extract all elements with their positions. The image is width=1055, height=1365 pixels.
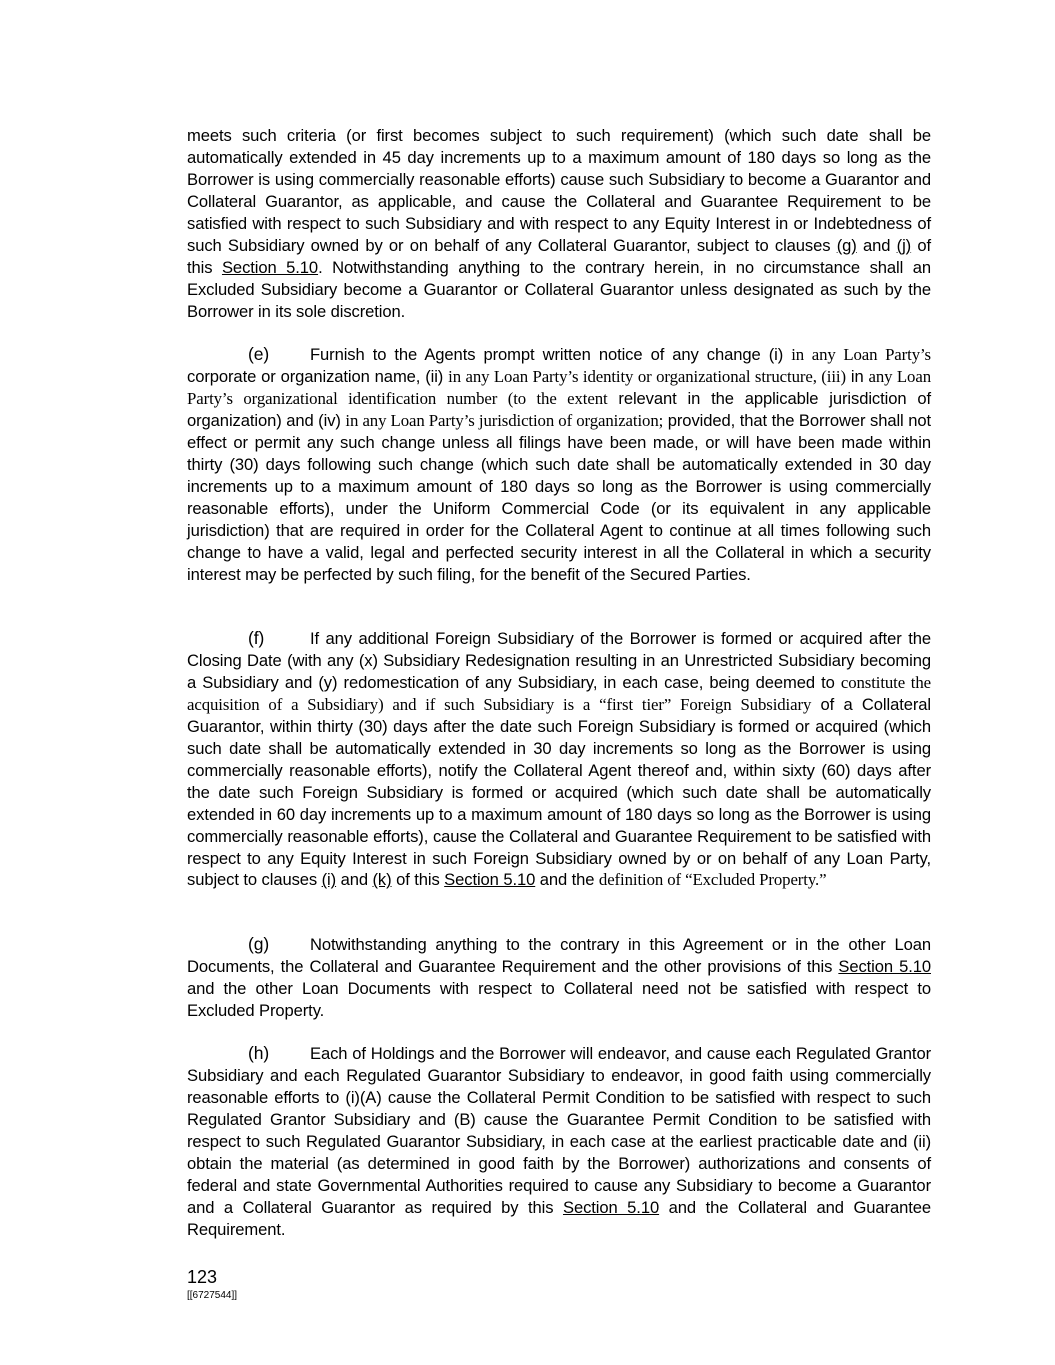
clause-label-g: (g) [248, 934, 270, 954]
text-segment: and the [535, 870, 599, 890]
text-segment: corporate or organization name, (ii) [187, 366, 449, 386]
text-segment: of this [391, 870, 445, 890]
text-segment: If any additional Foreign Subsidiary of the Borrower is formed or acquired after the Closing Date (with any (x) Subsidiary Redesignation resulting in an Unrestricted Subsidiary becoming a Subsidiary and (y) redomestication of any Subsidiary, in each case, being deemed to [187, 629, 931, 692]
section-reference: Section 5.10 [838, 956, 931, 976]
text-segment-serif: in any Loan Party’s identity or organizational structure, (iii) [448, 366, 846, 386]
text-segment: relevant in the applicable jurisdiction of organization) and (iv) [187, 388, 931, 430]
text-segment: meets such criteria (or first becomes subject to such requirement) (which such date shall be automatically extended in 45 day increments up to a maximum amount of 180 days so long as the Borrower is using commercially reasonable efforts) cause such Subsidiary to become a Guarantor and Collateral Guarantor, as applicable, and cause the Collateral and Guarantee Requirement to be satisfied with respect to such Subsidiary and with respect to any Equity Interest in or Indebtedness of such Subsidiary owned by or on behalf of any Collateral Guarantor, subject to clauses [187, 126, 931, 255]
text-segment: and [336, 870, 373, 890]
text-segment: of this [187, 235, 932, 277]
section-reference: Section 5.10 [444, 870, 536, 890]
text-segment: and the Collateral and Guarantee Requirement. [187, 1197, 931, 1239]
clause-reference-g: (g) [836, 235, 857, 255]
paragraph-continuation [187, 125, 931, 323]
text-segment: . Notwithstanding anything to the contrary herein, in no circumstance shall an Excluded Subsidiary become a Guarantor or Collateral Guarantor unless designated as such by the Borrower in its sole discretion. [187, 257, 931, 321]
paragraph-f [187, 628, 931, 891]
paragraph-e [187, 344, 931, 585]
document-id: [[6727544]] [187, 1290, 238, 1301]
clause-reference-i: (i) [321, 870, 337, 890]
section-reference: Section 5.10 [562, 1197, 660, 1217]
text-segment-serif: any Loan Party’s organizational identification number (to the extent [187, 366, 931, 408]
paragraph-g [187, 934, 931, 1022]
clause-label-e: (e) [248, 344, 270, 364]
text-segment: and the other Loan Documents with respect to Collateral need not be satisfied with respect to Excluded Property. [187, 978, 931, 1020]
paragraph-h [187, 1043, 931, 1241]
text-segment: of a Collateral Guarantor, within thirty (30) days after the date such Foreign Subsidiary is formed or acquired (which such date shall be automatically extended in 30 day increments so long as the Borrower is using commercially reasonable efforts), notify the Collateral Agent thereof and, within sixty (60) days after the date such Foreign Subsidiary is formed or acquired (which such date shall be automatically extended in 60 day increments up to a maximum amount of 180 days so long as the Borrower is using commercially reasonable efforts), cause the Collateral and Guarantee Requirement to be satisfied with respect to any Equity Interest in such Foreign Subsidiary owned by or on behalf of any Loan Party, subject to clauses [187, 694, 931, 890]
text-segment: Notwithstanding anything to the contrary in this Agreement or in the other Loan Documents, the Collateral and Guarantee Requirement and the other provisions of this [187, 935, 931, 976]
section-reference: Section 5.10 [221, 257, 319, 277]
text-segment-serif: constitute the acquisition of a Subsidiary) and if such Subsidiary is a “first tier” Foreign Subsidiary [187, 672, 932, 714]
text-segment: provided, that the Borrower shall not effect or permit any such change unless all filings have been made, or will have been made within thirty (30) days following such change (which such date shall be automatically extended in 30 day increments up to a maximum amount of 180 days so long as the Borrower is using commercially reasonable efforts), under the Uniform Commercial Code (or its equivalent in any applicable jurisdiction) that are required in order for the Collateral Agent to continue at all times following such change to have a valid, legal and perfected security interest in all the Collateral in which a security interest may be perfected by such filing, for the benefit of the Secured Parties. [187, 410, 931, 584]
clause-label-h: (h) [248, 1043, 270, 1063]
clause-reference-k: (k) [372, 870, 392, 890]
text-segment-serif: in any Loan Party’s jurisdiction of organization; [345, 410, 664, 430]
text-segment: and [856, 235, 897, 255]
text-segment-serif: in any Loan Party’s [791, 345, 931, 364]
text-segment-serif: definition of “Excluded Property.” [598, 870, 827, 890]
clause-reference-j: (j) [896, 235, 912, 255]
clause-label-f: (f) [248, 628, 265, 648]
page-number: 123 [187, 1267, 218, 1287]
text-segment: Each of Holdings and the Borrower will endeavor, and cause each Regulated Grantor Subsidiary and each Regulated Guarantor Subsidiary to endeavor, in good faith using commercially reasonable efforts to (i)(A) cause the Collateral Permit Condition to be satisfied with respect to such Regulated Grantor Subsidiary and (B) cause the Guarantee Permit Condition to be satisfied with respect to such Regulated Guarantor Subsidiary, in each case at the earliest practicable date and (ii) obtain the material (as determined in good faith by the Borrower) authorizations and consents of federal and state Governmental Authorities required to cause any Subsidiary to become a Guarantor and a Collateral Guarantor as required by this [187, 1044, 931, 1217]
text-segment: in [845, 366, 869, 386]
text-segment: Furnish to the Agents prompt written notice of any change (i) [310, 345, 792, 364]
